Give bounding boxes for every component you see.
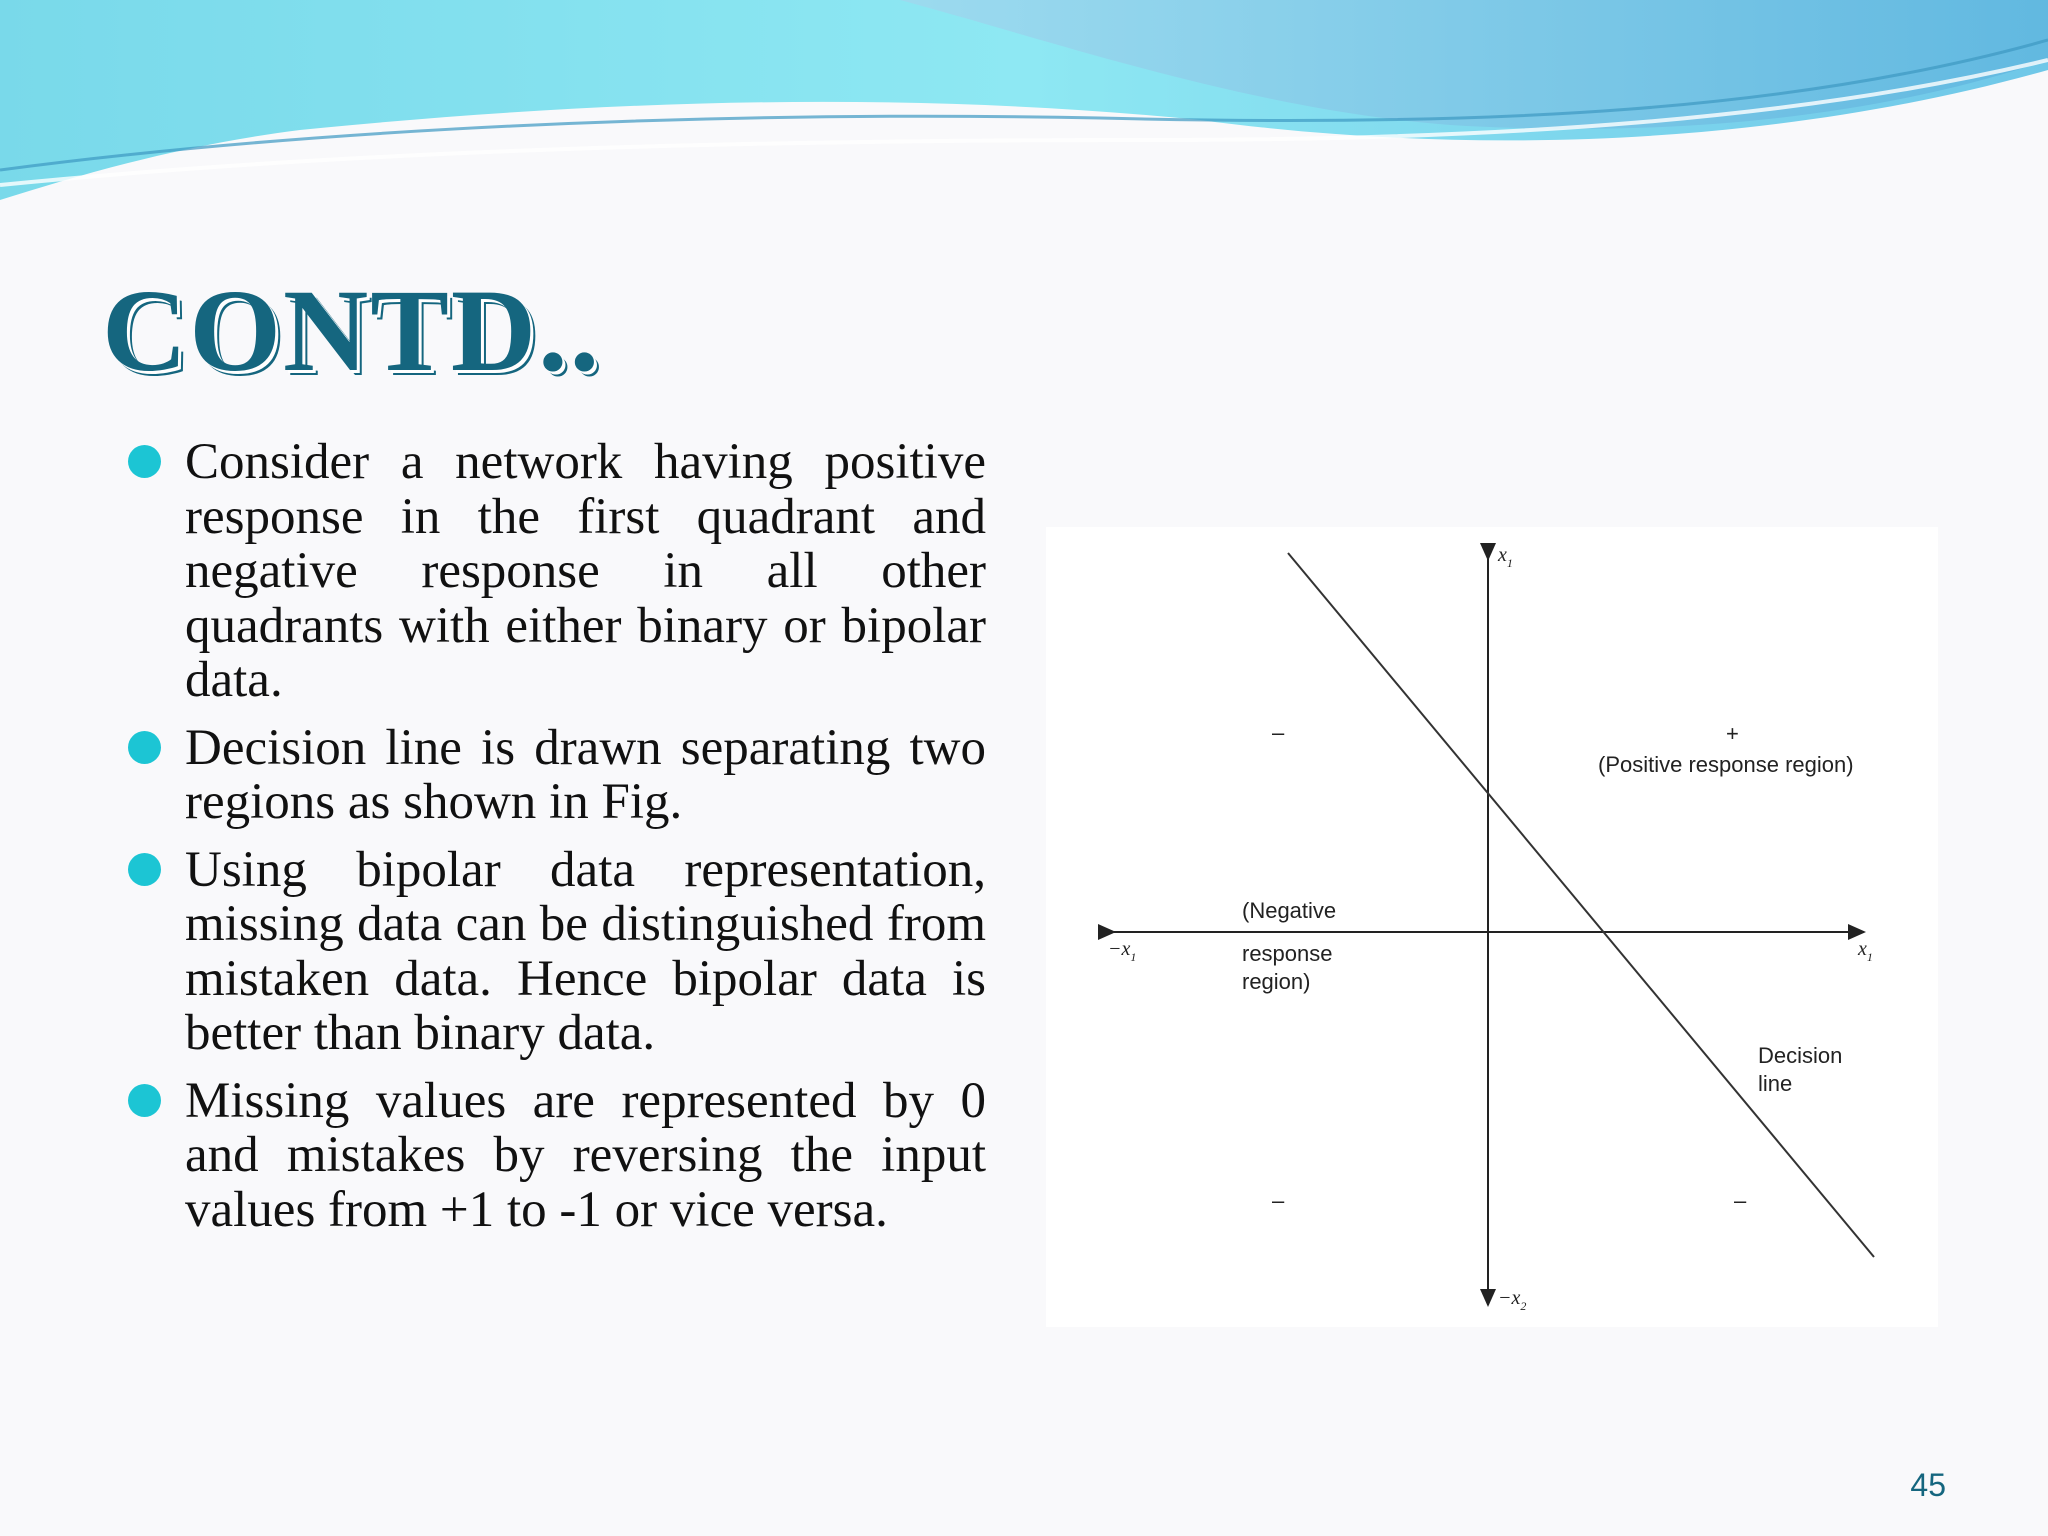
x-axis-neg-label: $-x_1$ [1108,938,1137,964]
y-axis-pos-label: $x_1$ [1498,544,1513,570]
minus-sign-bottom-left: – [1272,1188,1285,1213]
bullet-item [120,843,986,1061]
minus-sign-bottom-right: – [1734,1188,1747,1213]
header-wave-decoration [0,0,2048,240]
bullet-dot-icon [128,853,161,886]
x-axis-pos-label: $x_1$ [1858,938,1873,964]
bullet-text: Decision line is drawn separating two regions as shown in Fig. [185,719,986,830]
bullet-text: Consider a network having positive response in the first quadrant and negative response in all other quadrants with either binary or bipolar data. [185,434,986,708]
bullet-item [120,435,986,708]
bullet-item [120,721,986,830]
bullet-list [120,435,986,1250]
bullet-dot-icon [128,1084,161,1117]
bullet-text: Using bipolar data representation, missing data can be distinguished from mistaken data. Hence bipolar data is better than binary data. [185,841,986,1061]
bullet-item [120,1074,986,1238]
decision-line-label-1: Decision [1758,1043,1843,1068]
bullet-dot-icon [128,731,161,764]
positive-region-label: (Positive response region) [1598,752,1854,777]
minus-sign-top-left: – [1272,720,1285,745]
negative-region-label-2: response [1242,941,1333,966]
figure-diagram [1046,527,1938,1327]
page-number: 45 [1910,1467,1946,1503]
slide-title: CONTD.. [102,265,602,396]
bullet-text: Missing values are represented by 0 and mistakes by reversing the input values from +1 to -1 or vice versa. [185,1072,986,1238]
decision-line [1288,553,1874,1257]
negative-region-label-1: (Negative [1242,898,1337,923]
bullet-dot-icon [128,445,161,478]
positive-sign: + [1726,721,1739,746]
y-axis-neg-label: $-x_2$ [1498,1287,1527,1313]
decision-line-figure [1046,527,1938,1327]
decision-line-label-2: line [1758,1071,1793,1096]
negative-region-label-3: region) [1242,969,1311,994]
